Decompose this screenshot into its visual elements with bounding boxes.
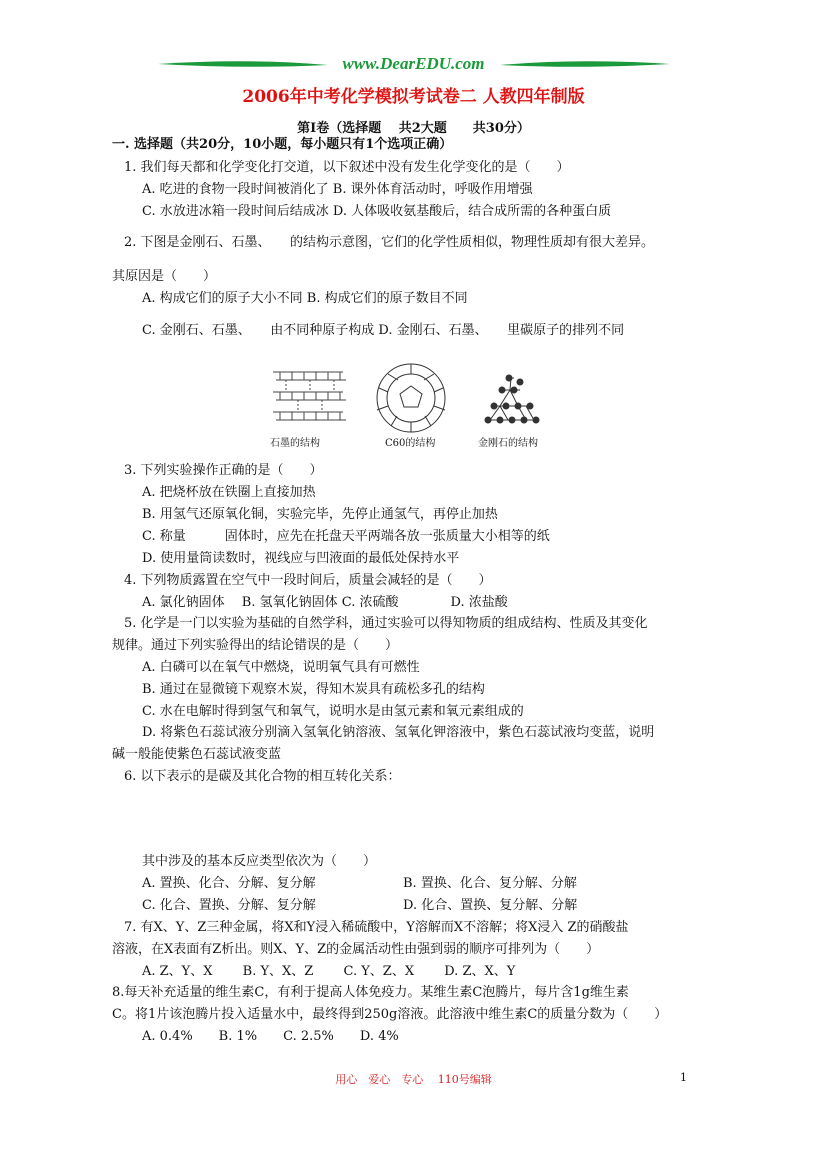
q1-options-ab: A. 吃进的食物一段时间被消化了 B. 课外体育活动时，呼吸作用增强 — [142, 182, 533, 197]
q7-options: A. Z、Y、X B. Y、X、Z C. Y、Z、X D. Z、X、Y — [142, 964, 516, 979]
graphite-caption: 石墨的结构 — [270, 438, 320, 449]
q2-stem-line1: 2. 下图是金刚石、石墨、 的结构示意图，它们的化学性质相似，物理性质却有很大差异。 — [124, 235, 655, 250]
q6-option-a: A. 置换、化合、分解、复分解 — [142, 876, 316, 891]
q5-option-b: B. 通过在显微镜下观察木炭，得知木炭具有疏松多孔的结构 — [142, 682, 485, 697]
q2-stem-line2: 其原因是（ ） — [112, 269, 217, 284]
q5-stem-line1: 5. 化学是一门以实验为基础的自然学科，通过实验可以得知物质的组成结构、性质及其变化 — [124, 616, 648, 631]
q5-option-d-line2: 碱一般能使紫色石蕊试液变蓝 — [112, 747, 282, 762]
q3-option-d: D. 使用量筒读数时，视线应与凹液面的最低处保持水平 — [142, 551, 460, 566]
c60-structure-image — [377, 364, 445, 432]
q4-stem: 4. 下列物质露置在空气中一段时间后，质量会减轻的是（ ） — [124, 573, 492, 588]
diamond-structure-image — [485, 375, 539, 423]
q7-stem-line2: 溶液，在X表面有Z析出。则X、Y、Z的金属活动性由强到弱的顺序可排列为（ ） — [112, 942, 600, 957]
q5-option-c: C. 水在电解时得到氢气和氧气，说明水是由氢元素和氧元素组成的 — [142, 704, 524, 719]
section-heading: 一. 选择题（共20分，10小题，每小题只有1个选项正确） — [112, 137, 453, 152]
q4-options: A. 氯化钠固体 B. 氢氧化钠固体 C. 浓硫酸 D. 浓盐酸 — [142, 595, 508, 610]
q3-stem: 3. 下列实验操作正确的是（ ） — [124, 463, 323, 478]
q2-options-cd: C. 金刚石、石墨、 由不同种原子构成 D. 金刚石、石墨、 里碳原子的排列不同 — [142, 323, 625, 338]
site-url[interactable]: www.DearEDU.com — [342, 54, 485, 73]
q5-option-a: A. 白磷可以在氧气中燃烧，说明氧气具有可燃性 — [142, 660, 420, 675]
graphite-structure-image — [273, 372, 346, 420]
q6-option-c: C. 化合、置换、分解、复分解 — [142, 898, 316, 913]
q6-option-b: B. 置换、化合、复分解、分解 — [403, 876, 577, 891]
q3-option-c: C. 称量 固体时，应先在托盘天平两端各放一张质量大小相等的纸 — [142, 529, 550, 544]
q8-options: A. 0.4% B. 1% C. 2.5% D. 4% — [142, 1029, 399, 1044]
q8-stem-line2: C。将1片该泡腾片投入适量水中，最终得到250g溶液。此溶液中维生素C的质量分数为（ ） — [112, 1007, 668, 1022]
q3-option-a: A. 把烧杯放在铁圈上直接加热 — [142, 485, 316, 500]
footer-text: 用心 爱心 专心 110号编辑 — [335, 1073, 492, 1086]
q1-stem: 1. 我们每天都和化学变化打交道，以下叙述中没有发生化学变化的是（ ） — [124, 160, 570, 175]
exam-title: 2006年中考化学模拟考试卷二 人教四年制版 — [242, 87, 585, 107]
q1-options-cd: C. 水放进冰箱一段时间后结成冰 D. 人体吸收氨基酸后，结合成所需的各种蛋白质 — [142, 204, 612, 219]
q5-stem-line2: 规律。通过下列实验得出的结论错误的是（ ） — [112, 638, 399, 653]
q6-substem: 其中涉及的基本反应类型依次为（ ） — [142, 854, 377, 869]
q5-option-d-line1: D. 将紫色石蕊试液分别滴入氢氧化钠溶液、氢氧化钾溶液中，紫色石蕊试液均变蓝，说明 — [142, 725, 655, 740]
q2-options-ab: A. 构成它们的原子大小不同 B. 构成它们的原子数目不同 — [142, 291, 468, 306]
q7-stem-line1: 7. 有X、Y、Z三种金属，将X和Y浸入稀硫酸中，Y溶解而X不溶解；将X浸入 Z的硝酸盐 — [124, 920, 629, 935]
q6-stem: 6. 以下表示的是碳及其化合物的相互转化关系： — [124, 769, 401, 784]
c60-caption: C60的结构 — [385, 438, 436, 449]
page-number: 1 — [680, 1071, 687, 1084]
q6-option-d: D. 化合、置换、复分解、分解 — [403, 898, 578, 913]
q8-stem-line1: 8.每天补充适量的维生素C，有利于提高人体免疫力。某维生素C泡腾片，每片含1g维生素 — [112, 985, 629, 1000]
part-heading: 第Ⅰ卷（选择题 共2大题 共30分） — [297, 121, 530, 136]
q3-option-b: B. 用氢气还原氧化铜，实验完毕，先停止通氢气，再停止加热 — [142, 507, 498, 522]
diamond-caption: 金刚石的结构 — [478, 438, 538, 449]
